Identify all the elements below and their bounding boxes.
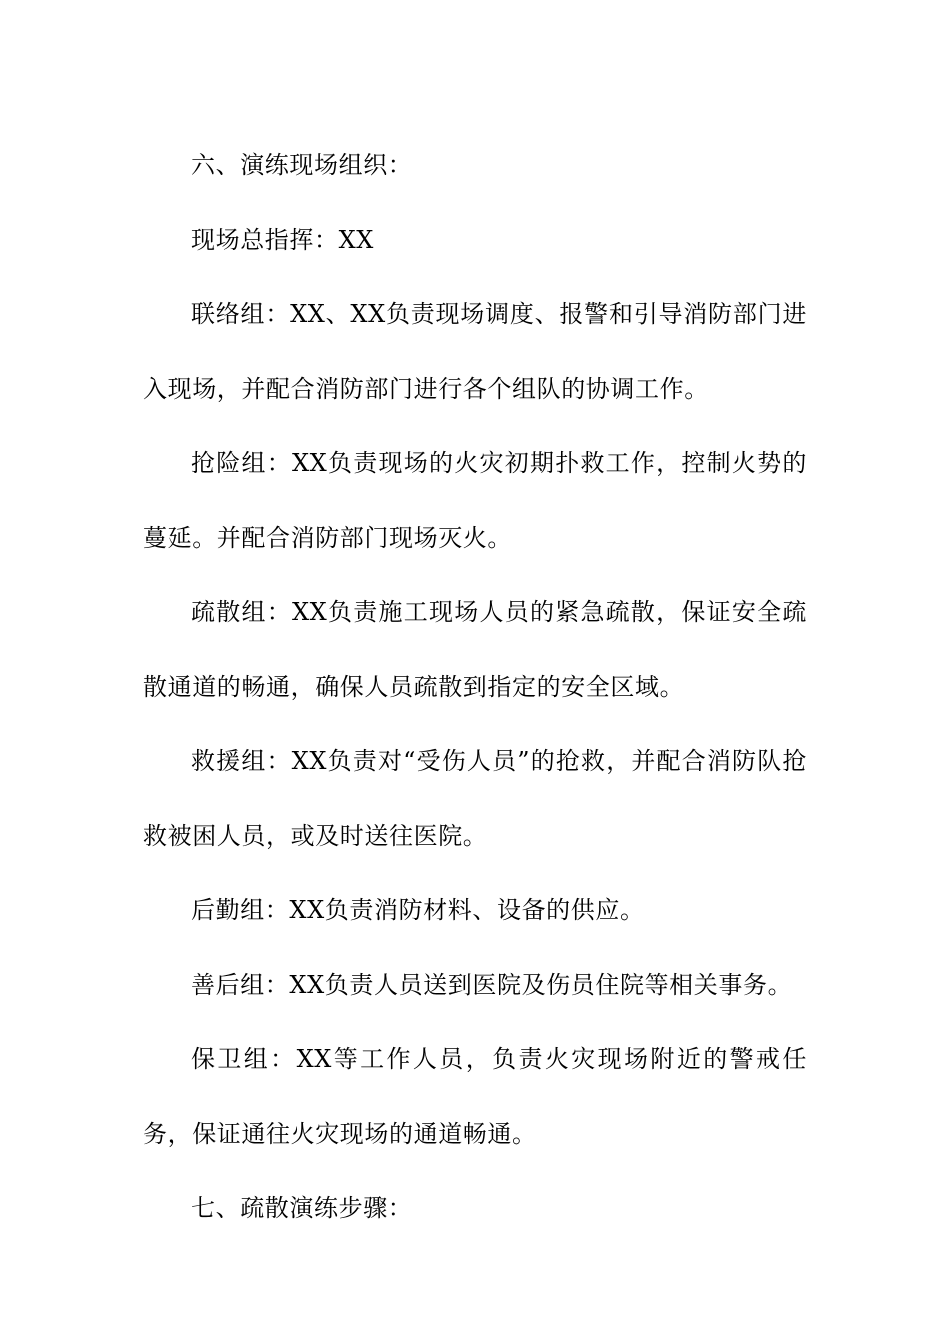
paragraph-aid-group: 救援组：XX负责对“受伤人员”的抢救，并配合消防队抢救被困人员，或及时送往医院。 (143, 747, 807, 850)
paragraph-aftermath-group: 善后组：XX负责人员送到医院及伤员住院等相关事务。 (191, 970, 793, 999)
section-heading-drill-organization: 六、演练现场组织： (191, 151, 413, 179)
paragraph-logistics-group: 后勤组：XX负责消防材料、设备的供应。 (191, 896, 645, 924)
paragraph-chief-commander: 现场总指挥：XX (191, 225, 374, 254)
section-heading-evacuation-steps: 七、疏散演练步骤： (191, 1194, 413, 1222)
document-body (143, 128, 807, 1246)
paragraph-evacuation-group: 疏散组：XX负责施工现场人员的紧急疏散，保证安全疏散通道的畅通，确保人员疏散到指定的安全区域。 (143, 598, 807, 701)
paragraph-security-group: 保卫组：XX等工作人员，负责火灾现场附近的警戒任务，保证通往火灾现场的通道畅通。 (143, 1045, 807, 1148)
paragraph-rescue-fire-group: 抢险组：XX负责现场的火灾初期扑救工作，控制火势的蔓延。并配合消防部门现场灭火。 (143, 449, 807, 552)
paragraph-liaison-group: 联络组：XX、XX负责现场调度、报警和引导消防部门进入现场，并配合消防部门进行各个组队的协调工作。 (143, 300, 807, 403)
